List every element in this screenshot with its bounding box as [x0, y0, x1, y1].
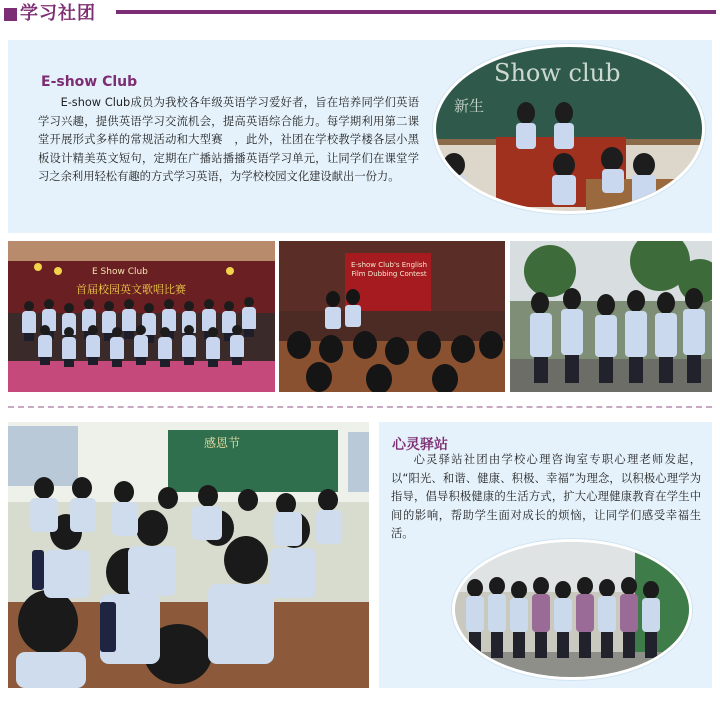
eshow-oval-photo	[433, 44, 705, 214]
header-rule	[116, 10, 716, 14]
section-header	[0, 0, 720, 30]
xinling-title: 心灵驿站	[392, 437, 448, 453]
title-square-marker	[4, 8, 17, 21]
eshow-dubbing-photo	[279, 241, 505, 392]
section-tag	[4, 3, 96, 25]
eshow-title: E-show Club	[41, 74, 138, 90]
section-divider	[8, 406, 712, 408]
blackboard-title: 感恩节	[204, 436, 241, 450]
student-figure	[182, 325, 196, 365]
student-figure	[134, 325, 148, 365]
stage-banner-caption: 首届校园英文歌唱比赛	[76, 283, 186, 296]
eshow-stage-photo	[8, 241, 275, 392]
eshow-paragraph: E-show Club成员为我校各年级英语学习爱好者，旨在培养同学们英语学习兴趣，提供英语学习交流机会，提高英语综合能力。每学期利用第二课堂开展形式多样的常规活动和大型赛 ，此外，社团在学校教学楼各层小黑板设计精美英文短句，定期在广播站播播英语学习单元，让同学们在课堂学习之余利用轻松有趣的方式学习英语，为学校校园文化建设献出一份力。	[38, 96, 419, 184]
eshow-outdoor-photo	[510, 241, 712, 392]
stage-banner-text: E Show Club	[92, 267, 148, 277]
student-figure	[158, 327, 172, 367]
student-figure	[86, 325, 100, 365]
student-figure	[62, 327, 76, 367]
page-title: 学习社团	[20, 3, 96, 24]
student-figure	[242, 297, 256, 337]
dubbing-screen-title: E-show Club's English Film Dubbing Contest	[350, 261, 428, 278]
xinling-classroom-photo	[8, 422, 369, 688]
student-figure	[230, 325, 244, 365]
xinling-paragraph: 心灵驿站社团由学校心理咨询室专职心理老师发起，以“阳光、和谐、健康、积极、幸福”为理念，以积极心理学为指导，倡导积极健康的生活方式，扩大心理健康教育在学生中间的影响，帮助学生面对成长的烦恼，让同学们感受幸福生活。	[391, 453, 701, 541]
student-figure	[206, 327, 220, 367]
student-figure	[22, 301, 36, 341]
student-figure	[38, 325, 52, 365]
student-figure	[110, 327, 124, 367]
chalk-text-show-club: Show club	[494, 59, 621, 87]
xinling-oval-photo	[452, 539, 692, 680]
chalk-text-xinsheng: 新生	[454, 97, 485, 115]
